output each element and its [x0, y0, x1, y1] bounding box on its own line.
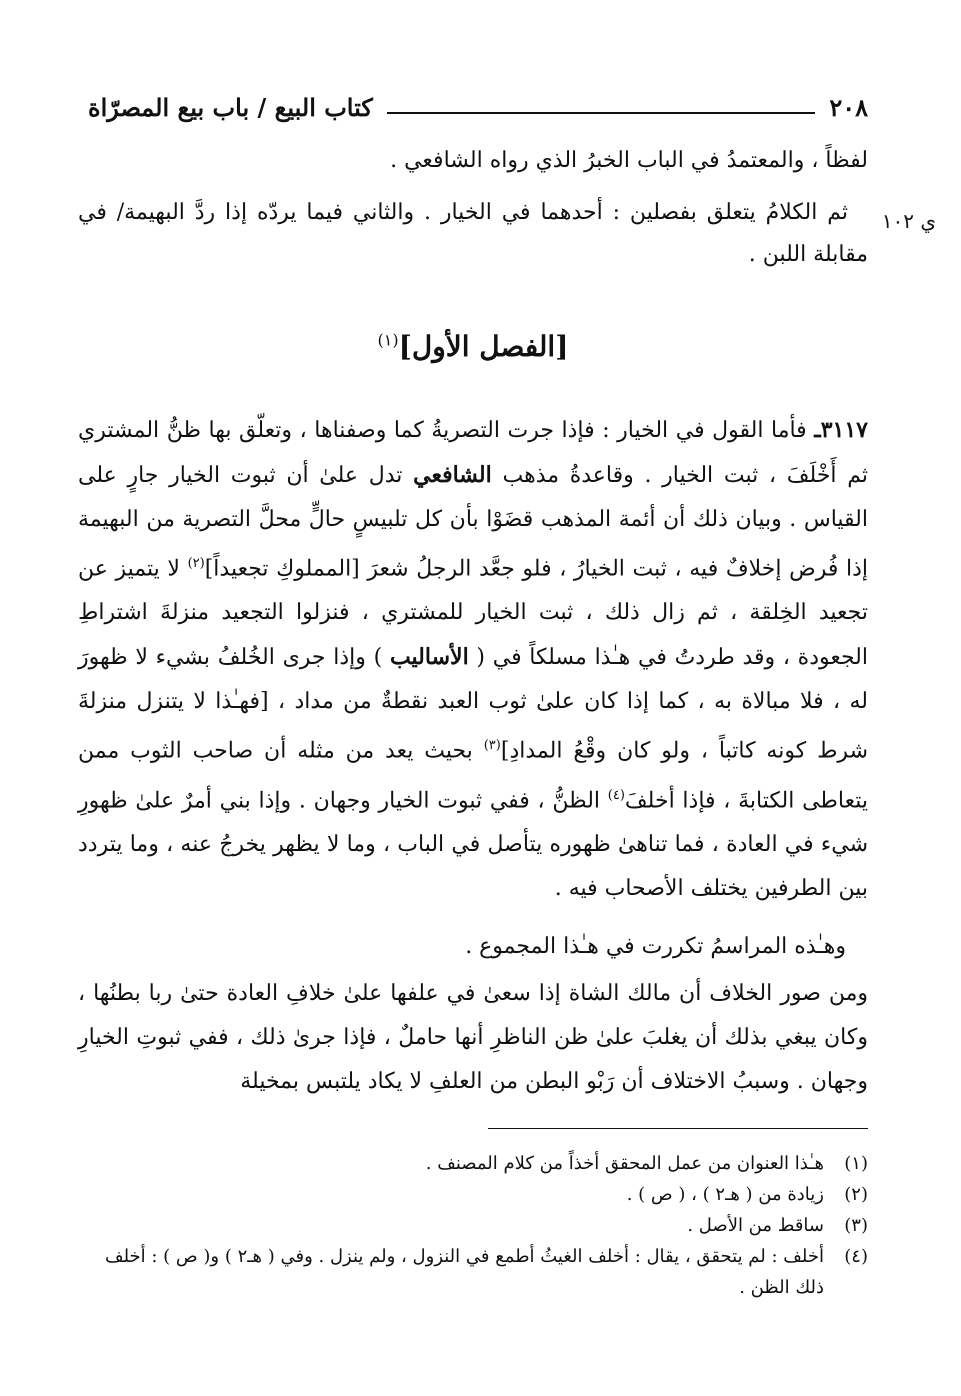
footnotes	[78, 1148, 868, 1303]
paragraph-text: الظنُّ ، ففي ثبوت الخيار وجهان . وإذا بني أمرٌ علىٰ ظهورِ شيء في العادة ، فما تناهىٰ ظهوره يتأصل في الباب ، وما لا يظهر يخرجُ عنه ، وما يتردد بين الطرفين يختلف الأصحاب فيه .	[78, 787, 868, 901]
main-paragraph	[78, 408, 868, 911]
issue-number: ٣١١٧ـ	[814, 417, 868, 443]
emphasis-name: الشافعي	[413, 462, 492, 488]
footnote-ref: (١)	[377, 330, 399, 350]
section-title-text: [الفصل الأول]	[398, 330, 569, 363]
footnote-ref: (٤)	[607, 787, 625, 803]
footnote-number: (٣)	[844, 1215, 868, 1236]
footnote	[78, 1210, 868, 1241]
footnote	[78, 1179, 868, 1210]
footnote-number: (٢)	[844, 1184, 868, 1205]
closing-line: وهـٰذه المراسمُ تكررت في هـٰذا المجموع .	[465, 934, 846, 959]
paragraph-text: لا يتميز عن تجعيد الخِلقة ، ثم زال ذلك ، ثبت الخيار للمشتري ، فنزلوا التجعيد منزلةَ اشتراطِ الجعودة ، وقد طردتُ في هـٰذا مسلكاً في (	[78, 556, 868, 671]
paragraph-text: ) وإذا جرى الخُلفُ بشيء لا ظهورَ له ، فلا مبالاة به ، كما إذا كان علىٰ ثوب العبد نقطةٌ من مداد ، [فهـٰذا لا يتنزل منزلةَ شرط كونه كاتباً ، ولو كان وقْعُ المدادِ]	[78, 645, 869, 764]
page-number: ٢٠٨	[829, 93, 868, 122]
section-title	[78, 330, 868, 363]
paragraph-text: تدل علىٰ أن ثبوت الخيار جارٍ على القياس . وبيان ذلك أن أئمة المذهب قضَوْا بأن كل تلبيسٍ حالٍّ محلَّ التصرية من البهيمة إذا فُرض إخلافٌ فيه ، ثبت الخيارُ ، فلو جعَّد الرجلُ شعرَ [المملوكِ تجعيداً]	[78, 463, 869, 582]
footnote-ref: (٢)	[187, 556, 205, 571]
footnote-text: ساقط من الأصل .	[687, 1215, 824, 1236]
paragraph-text: فأما القول في الخيار : فإذا جرت التصريةُ كما وصفناها ، وتعلّق بها ظنُّ المشتري ثم أَخْلَفَ ، ثبت الخيار . وقاعدةُ مذهب	[78, 418, 869, 488]
margin-reference: ي ١٠٢	[881, 209, 936, 233]
running-title: كتاب البيع / باب بيع المصرّاة	[88, 93, 373, 122]
footnote	[78, 1241, 868, 1303]
paragraph-text: بحيث يعد من مثله أن صاحب الثوب ممن يتعاطى الكتابةَ ، فإذا أخلفَ	[78, 738, 869, 813]
emphasis-book: الأساليب	[389, 644, 469, 671]
header-rule	[387, 112, 816, 114]
footnote-text: هـٰذا العنوان من عمل المحقق أخذاً من كلام المصنف .	[425, 1153, 824, 1174]
intro-line: لفظاً ، والمعتمدُ في الباب الخبرُ الذي رواه الشافعي .	[390, 148, 868, 173]
footnote-number: (٤)	[844, 1246, 868, 1267]
footnote-number: (١)	[844, 1153, 868, 1174]
intro-line: ثم الكلامُ يتعلق بفصلين : أحدهما في الخيار . والثاني فيما يردّه إذا ردَّ البهيمة/ في مقابلة اللبن .	[78, 200, 868, 267]
next-paragraph: ومن صور الخلاف أن مالك الشاة إذا سعىٰ في علفها علىٰ خلافِ العادة حتىٰ ربا بطنُها ، وكان يبغي بذلك أن يغلبَ علىٰ ظن الناظرِ أنها حاملٌ ، فإذا جرىٰ ذلك ، ففي ثبوتِ الخيارِ وجهان . وسببُ الاختلاف أن رَبْو البطن من العلفِ لا يكاد يلتبس بمخيلة	[78, 981, 868, 1094]
footnote	[78, 1148, 868, 1179]
intro-paragraph	[78, 140, 936, 276]
footnote-text: زيادة من ( هـ٢ ) ، ( ص ) .	[626, 1184, 824, 1205]
page-header	[88, 82, 868, 122]
footnote-ref: (٣)	[483, 738, 501, 754]
footnote-text: أخلف : لم يتحقق ، يقال : أخلف الغيثُ أطمع في النزول ، ولم ينزل . وفي ( هـ٢ ) و( ص ) : أخلف ذلك الظن .	[104, 1246, 824, 1298]
